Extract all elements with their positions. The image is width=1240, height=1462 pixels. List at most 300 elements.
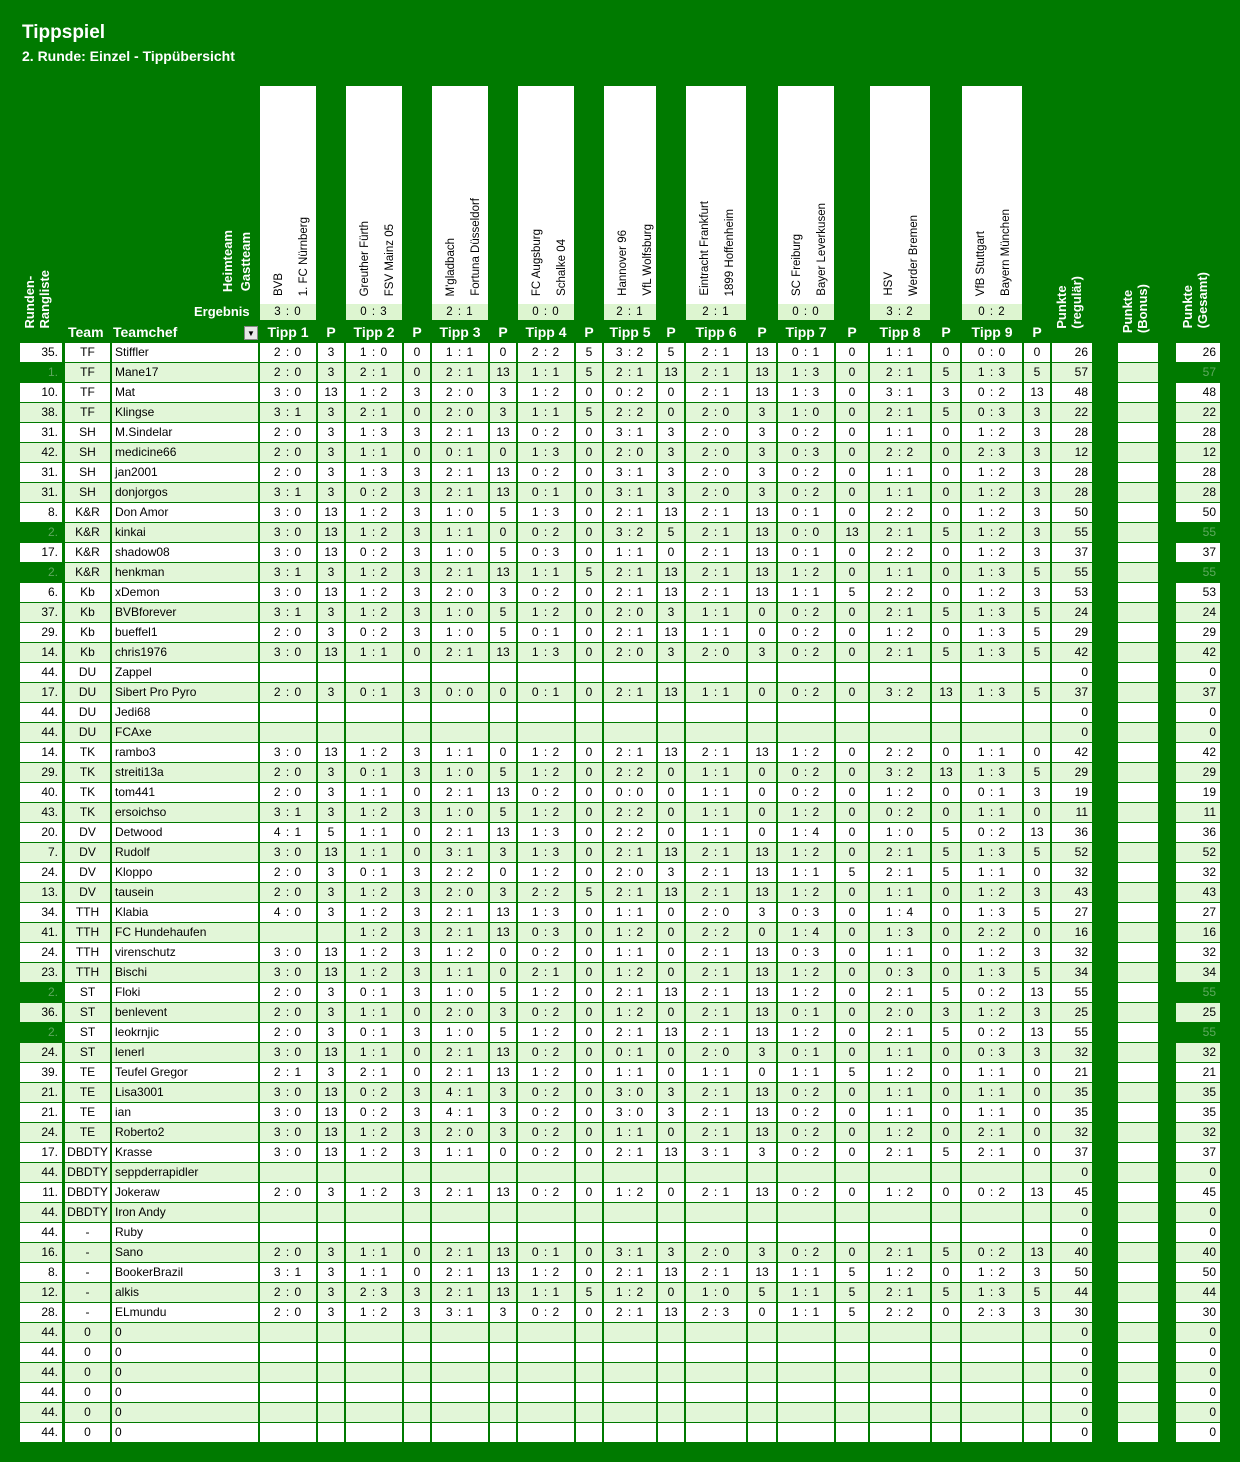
tipp-cell: 2 : 1 — [870, 603, 930, 622]
tipp-cell: 1 : 3 — [962, 763, 1022, 782]
points-regular-cell: 12 — [1052, 443, 1092, 462]
points-total-cell: 0 — [1176, 723, 1220, 742]
tipp-cell — [778, 1383, 834, 1402]
points-cell — [658, 1403, 684, 1422]
tipp-cell: 0 : 0 — [778, 523, 834, 542]
points-cell: 13 — [318, 943, 344, 962]
points-cell: 13 — [1024, 983, 1050, 1002]
points-cell: 13 — [490, 1063, 516, 1082]
rank-cell: 44. — [20, 1223, 62, 1242]
points-cell: 3 — [490, 1303, 516, 1322]
table-row — [0, 1122, 1240, 1142]
points-total-cell: 35 — [1176, 1103, 1220, 1122]
tipp-cell: 1 : 1 — [870, 423, 930, 442]
tipp-cell: 1 : 2 — [778, 843, 834, 862]
table-row — [0, 742, 1240, 762]
tipp-cell: 1 : 2 — [962, 883, 1022, 902]
tipp-cell — [870, 663, 930, 682]
points-bonus-cell — [1118, 1383, 1158, 1402]
tipp-cell — [962, 1323, 1022, 1342]
points-cell: 0 — [576, 1123, 602, 1142]
tipp-cell: 0 : 2 — [778, 1103, 834, 1122]
tipp-9-header: Tipp 9 — [971, 324, 1013, 340]
points-regular-cell: 32 — [1052, 1043, 1092, 1062]
tipp-cell: 3 : 1 — [260, 403, 316, 422]
tipp-cell — [432, 1323, 488, 1342]
team-cell: TK — [65, 803, 110, 822]
team-cell: TE — [65, 1063, 110, 1082]
points-cell — [836, 723, 868, 742]
points-cell: 0 — [576, 1043, 602, 1062]
points-cell: 5 — [1024, 763, 1050, 782]
points-regular-cell: 35 — [1052, 1083, 1092, 1102]
tipp-cell: 0 : 1 — [518, 483, 574, 502]
tipp-cell: 0 : 2 — [962, 383, 1022, 402]
team-cell: Kb — [65, 623, 110, 642]
table-row — [0, 602, 1240, 622]
rank-cell: 8. — [20, 503, 62, 522]
points-cell: 0 — [932, 963, 960, 982]
points-bonus-cell — [1118, 1283, 1158, 1302]
points-cell — [658, 1223, 684, 1242]
points-bonus-cell — [1118, 1143, 1158, 1162]
points-cell: 0 — [576, 763, 602, 782]
tipp-cell — [778, 723, 834, 742]
points-cell — [490, 1323, 516, 1342]
tipp-cell: 0 : 2 — [518, 583, 574, 602]
tipp-cell: 4 : 1 — [432, 1103, 488, 1122]
tipp-cell — [604, 1223, 656, 1242]
tipp-cell — [962, 1403, 1022, 1422]
tipp-cell: 0 : 3 — [518, 923, 574, 942]
points-cell: 13 — [748, 1003, 776, 1022]
tipp-cell: 0 : 2 — [778, 603, 834, 622]
points-cell: 0 — [748, 603, 776, 622]
tipp-cell: 3 : 0 — [604, 1083, 656, 1102]
teamchef-cell: streiti13a — [112, 763, 258, 782]
rank-cell: 34. — [20, 903, 62, 922]
tipp-cell: 2 : 1 — [686, 583, 746, 602]
table-row — [0, 1202, 1240, 1222]
points-cell — [932, 1223, 960, 1242]
tipp-cell: 2 : 1 — [260, 1063, 316, 1082]
points-cell: 0 — [748, 623, 776, 642]
tipp-cell: 0 : 2 — [778, 463, 834, 482]
tipp-cell: 1 : 0 — [432, 1023, 488, 1042]
rank-cell: 24. — [20, 1123, 62, 1142]
tipp-cell: 1 : 3 — [518, 823, 574, 842]
rank-cell: 11. — [20, 1183, 62, 1202]
tipp-cell — [346, 1383, 402, 1402]
points-cell — [658, 1363, 684, 1382]
points-cell: 13 — [748, 1183, 776, 1202]
tipp-cell: 1 : 1 — [686, 803, 746, 822]
tipp-cell: 1 : 1 — [962, 803, 1022, 822]
tipp-cell — [518, 1363, 574, 1382]
points-total-cell: 0 — [1176, 663, 1220, 682]
table-row — [0, 762, 1240, 782]
teamchef-cell: Klingse — [112, 403, 258, 422]
tipp-cell: 1 : 1 — [432, 743, 488, 762]
points-cell — [404, 1163, 430, 1182]
rank-cell: 29. — [20, 623, 62, 642]
tipp-cell — [260, 1383, 316, 1402]
tipp-cell: 0 : 0 — [604, 783, 656, 802]
table-row — [0, 542, 1240, 562]
points-regular-cell: 22 — [1052, 403, 1092, 422]
points-cell: 0 — [836, 763, 868, 782]
points-cell: 3 — [318, 1303, 344, 1322]
tipp-cell: 1 : 1 — [346, 1243, 402, 1262]
tipp-cell: 1 : 2 — [778, 563, 834, 582]
tipp-cell: 3 : 0 — [260, 503, 316, 522]
points-regular-cell: 19 — [1052, 783, 1092, 802]
table-row — [0, 502, 1240, 522]
tipp-4-header: Tipp 4 — [525, 324, 567, 340]
team-cell: K&R — [65, 523, 110, 542]
tipp-cell — [962, 1423, 1022, 1442]
tipp-cell: 0 : 2 — [778, 683, 834, 702]
tipp-cell: 0 : 0 — [962, 343, 1022, 362]
away-team-label: Bayer Leverkusen — [816, 203, 828, 296]
tipp-cell: 1 : 2 — [870, 1183, 930, 1202]
rangliste-header: Runden- Rangliste — [22, 270, 52, 329]
team-cell: TF — [65, 383, 110, 402]
tipp-cell — [778, 703, 834, 722]
points-total-cell: 32 — [1176, 943, 1220, 962]
teamchef-cell: Detwood — [112, 823, 258, 842]
points-bonus-cell — [1118, 583, 1158, 602]
points-cell: 0 — [836, 343, 868, 362]
points-regular-cell: 0 — [1052, 723, 1092, 742]
tipp-cell: 2 : 2 — [604, 803, 656, 822]
points-cell: 0 — [932, 1303, 960, 1322]
points-cell — [318, 1423, 344, 1442]
points-cell: 3 — [404, 763, 430, 782]
points-cell: 3 — [318, 1183, 344, 1202]
teamchef-cell: seppderrapidler — [112, 1163, 258, 1182]
points-regular-cell: 0 — [1052, 1323, 1092, 1342]
table-row — [0, 1062, 1240, 1082]
points-cell: 3 — [1024, 523, 1050, 542]
tipp-cell: 1 : 1 — [346, 843, 402, 862]
tipp-cell: 1 : 1 — [604, 1123, 656, 1142]
teamchef-cell: FCAxe — [112, 723, 258, 742]
points-cell — [318, 1343, 344, 1362]
teamchef-cell: Klabia — [112, 903, 258, 922]
tipp-cell: 2 : 0 — [260, 1003, 316, 1022]
rank-cell: 39. — [20, 1063, 62, 1082]
tipp-cell: 1 : 1 — [604, 543, 656, 562]
rank-cell: 24. — [20, 1043, 62, 1062]
team-cell: TTH — [65, 923, 110, 942]
table-row — [0, 822, 1240, 842]
tipp-cell — [518, 1203, 574, 1222]
points-cell: 0 — [836, 963, 868, 982]
teamchef-header: Teamchef — [113, 324, 178, 340]
points-2-header: P — [412, 324, 422, 340]
points-cell: 3 — [490, 883, 516, 902]
tipp-cell: 1 : 1 — [346, 1043, 402, 1062]
tipp-cell: 3 : 1 — [604, 423, 656, 442]
tipp-cell: 3 : 1 — [604, 483, 656, 502]
tipp-cell — [432, 1343, 488, 1362]
tipp-cell: 2 : 0 — [260, 1283, 316, 1302]
rank-cell: 2. — [20, 563, 62, 582]
tipp-cell: 2 : 0 — [686, 483, 746, 502]
tipp-cell: 3 : 1 — [870, 383, 930, 402]
points-cell: 0 — [658, 383, 684, 402]
tipp-cell: 2 : 0 — [260, 1183, 316, 1202]
tipp-cell: 2 : 1 — [686, 743, 746, 762]
tipp-cell — [870, 723, 930, 742]
points-cell: 3 — [318, 1063, 344, 1082]
points-cell: 5 — [1024, 363, 1050, 382]
points-total-cell: 36 — [1176, 823, 1220, 842]
tipp-cell: 1 : 2 — [870, 1263, 930, 1282]
rank-cell: 2. — [20, 523, 62, 542]
points-cell: 3 — [490, 403, 516, 422]
team-cell: TE — [65, 1123, 110, 1142]
points-bonus-cell — [1118, 983, 1158, 1002]
teamchef-cell: Mat — [112, 383, 258, 402]
tipp-cell: 3 : 0 — [260, 543, 316, 562]
points-cell: 13 — [658, 683, 684, 702]
points-cell: 0 — [404, 843, 430, 862]
tipp-cell: 1 : 0 — [870, 823, 930, 842]
rank-cell: 21. — [20, 1103, 62, 1122]
points-cell — [836, 1163, 868, 1182]
team-cell: SH — [65, 423, 110, 442]
points-cell: 3 — [404, 983, 430, 1002]
points-cell: 0 — [1024, 343, 1050, 362]
points-regular-cell: 24 — [1052, 603, 1092, 622]
points-cell: 3 — [404, 423, 430, 442]
points-cell: 0 — [490, 863, 516, 882]
points-cell: 3 — [1024, 1003, 1050, 1022]
points-cell: 3 — [318, 683, 344, 702]
tipp-cell: 1 : 1 — [686, 683, 746, 702]
points-regular-cell: 16 — [1052, 923, 1092, 942]
tipp-cell: 0 : 3 — [778, 443, 834, 462]
points-cell: 0 — [404, 403, 430, 422]
points-cell: 0 — [748, 923, 776, 942]
tipp-cell: 1 : 0 — [432, 763, 488, 782]
team-cell: DU — [65, 703, 110, 722]
points-bonus-cell — [1118, 683, 1158, 702]
points-cell: 3 — [1024, 583, 1050, 602]
tipp-cell: 1 : 2 — [346, 803, 402, 822]
rank-cell: 16. — [20, 1243, 62, 1262]
tipp-cell — [686, 1343, 746, 1362]
points-cell — [748, 1403, 776, 1422]
tipp-cell — [346, 703, 402, 722]
tipp-cell: 1 : 2 — [870, 1063, 930, 1082]
points-total-cell: 50 — [1176, 1263, 1220, 1282]
team-cell: K&R — [65, 563, 110, 582]
tipp-cell: 2 : 2 — [870, 1303, 930, 1322]
points-cell — [490, 663, 516, 682]
table-row — [0, 442, 1240, 462]
points-cell — [318, 923, 344, 942]
points-cell: 13 — [748, 363, 776, 382]
points-cell: 0 — [932, 1063, 960, 1082]
game-result: 0 : 3 — [346, 304, 402, 320]
teamchef-cell: BVBforever — [112, 603, 258, 622]
tipp-cell: 2 : 1 — [870, 1023, 930, 1042]
tipp-cell: 2 : 2 — [604, 403, 656, 422]
points-bonus-cell — [1118, 623, 1158, 642]
tipp-cell: 1 : 1 — [686, 623, 746, 642]
points-cell: 3 — [404, 523, 430, 542]
tipp-cell: 1 : 1 — [870, 1083, 930, 1102]
game-result: 2 : 1 — [604, 304, 656, 320]
points-cell: 0 — [576, 743, 602, 762]
points-cell: 0 — [932, 743, 960, 762]
tipp-cell: 1 : 1 — [432, 963, 488, 982]
points-cell: 5 — [932, 823, 960, 842]
away-team-label: Werder Bremen — [908, 215, 920, 296]
points-cell: 0 — [836, 783, 868, 802]
points-total-cell: 50 — [1176, 503, 1220, 522]
tipp-cell: 1 : 1 — [604, 903, 656, 922]
team-cell: DV — [65, 883, 110, 902]
teamchef-cell: shadow08 — [112, 543, 258, 562]
points-cell: 5 — [1024, 623, 1050, 642]
tipp-cell: 2 : 2 — [518, 883, 574, 902]
points-cell: 0 — [836, 683, 868, 702]
tipp-cell: 0 : 2 — [518, 1143, 574, 1162]
tipp-cell: 1 : 0 — [686, 1283, 746, 1302]
points-cell: 0 — [836, 923, 868, 942]
points-cell: 13 — [490, 463, 516, 482]
points-cell: 0 — [932, 623, 960, 642]
team-cell: TE — [65, 1083, 110, 1102]
tipp-cell — [604, 1203, 656, 1222]
points-cell: 0 — [932, 343, 960, 362]
tipp-cell: 0 : 2 — [778, 1123, 834, 1142]
tipp-cell — [260, 1223, 316, 1242]
points-cell — [658, 1203, 684, 1222]
tipp-cell: 2 : 1 — [686, 943, 746, 962]
points-cell — [1024, 703, 1050, 722]
tipp-cell: 2 : 0 — [432, 1123, 488, 1142]
points-cell: 13 — [318, 963, 344, 982]
tipp-cell: 1 : 0 — [432, 803, 488, 822]
teamchef-cell: 0 — [112, 1343, 258, 1362]
teamchef-cell: kinkai — [112, 523, 258, 542]
tipp-cell: 1 : 1 — [686, 763, 746, 782]
points-cell — [404, 1203, 430, 1222]
points-cell: 3 — [404, 923, 430, 942]
tipp-cell: 1 : 3 — [962, 903, 1022, 922]
tipp-cell: 2 : 2 — [686, 923, 746, 942]
points-cell: 0 — [404, 1263, 430, 1282]
team-cell: K&R — [65, 503, 110, 522]
points-cell: 0 — [658, 963, 684, 982]
points-bonus-cell — [1118, 863, 1158, 882]
points-cell: 3 — [490, 1003, 516, 1022]
points-1-header: P — [326, 324, 336, 340]
points-5-header: P — [666, 324, 676, 340]
tipp-cell: 1 : 1 — [432, 343, 488, 362]
points-total-cell: 44 — [1176, 1283, 1220, 1302]
game-2-header — [346, 86, 402, 320]
points-cell: 0 — [1024, 923, 1050, 942]
points-cell — [576, 663, 602, 682]
tipp-cell: 1 : 2 — [962, 543, 1022, 562]
points-cell: 13 — [658, 1263, 684, 1282]
points-cell: 3 — [318, 363, 344, 382]
rank-cell: 38. — [20, 403, 62, 422]
table-row — [0, 1242, 1240, 1262]
points-total-cell: 25 — [1176, 1003, 1220, 1022]
tipp-cell: 1 : 1 — [604, 1063, 656, 1082]
points-cell: 3 — [318, 903, 344, 922]
tipp-cell: 1 : 2 — [962, 1003, 1022, 1022]
points-cell: 13 — [658, 983, 684, 1002]
tipp-cell: 3 : 0 — [260, 1143, 316, 1162]
points-total-cell: 53 — [1176, 583, 1220, 602]
team-cell: 0 — [65, 1323, 110, 1342]
teamchef-filter-button[interactable] — [244, 326, 258, 340]
tipp-cell: 1 : 2 — [346, 383, 402, 402]
table-row — [0, 782, 1240, 802]
points-regular-cell: 32 — [1052, 863, 1092, 882]
points-cell: 0 — [576, 643, 602, 662]
rank-cell: 44. — [20, 1203, 62, 1222]
rank-cell: 24. — [20, 943, 62, 962]
tipp-8-header: Tipp 8 — [879, 324, 921, 340]
points-cell: 3 — [318, 1023, 344, 1042]
points-cell — [576, 1223, 602, 1242]
points-9-header: P — [1032, 324, 1042, 340]
teamchef-cell: alkis — [112, 1283, 258, 1302]
teamchef-cell: tausein — [112, 883, 258, 902]
points-cell: 0 — [490, 683, 516, 702]
points-cell: 0 — [836, 643, 868, 662]
tipp-cell: 2 : 2 — [870, 543, 930, 562]
tipp-cell: 2 : 1 — [604, 843, 656, 862]
points-cell: 13 — [318, 543, 344, 562]
table-row — [0, 1282, 1240, 1302]
points-regular-cell: 52 — [1052, 843, 1092, 862]
punkte-gesamt-header: Punkte (Gesamt) — [1180, 272, 1210, 329]
points-cell: 0 — [932, 1123, 960, 1142]
points-total-cell: 45 — [1176, 1183, 1220, 1202]
tipp-cell — [432, 1383, 488, 1402]
points-cell: 0 — [836, 1003, 868, 1022]
points-cell — [318, 723, 344, 742]
points-cell: 5 — [576, 1283, 602, 1302]
heimteam-label: Heimteam — [220, 230, 235, 293]
points-cell: 0 — [748, 763, 776, 782]
rank-cell: 31. — [20, 463, 62, 482]
rank-cell: 2. — [20, 1023, 62, 1042]
points-cell — [932, 1363, 960, 1382]
points-cell: 0 — [658, 803, 684, 822]
points-cell — [748, 703, 776, 722]
tipp-cell: 1 : 2 — [778, 1023, 834, 1042]
points-cell: 0 — [576, 603, 602, 622]
tipp-cell: 1 : 1 — [432, 1143, 488, 1162]
tipp-cell: 0 : 2 — [518, 783, 574, 802]
points-cell: 13 — [748, 523, 776, 542]
tipp-cell — [962, 1223, 1022, 1242]
rank-cell: 6. — [20, 583, 62, 602]
tipp-cell: 2 : 0 — [870, 1003, 930, 1022]
team-cell: TK — [65, 783, 110, 802]
